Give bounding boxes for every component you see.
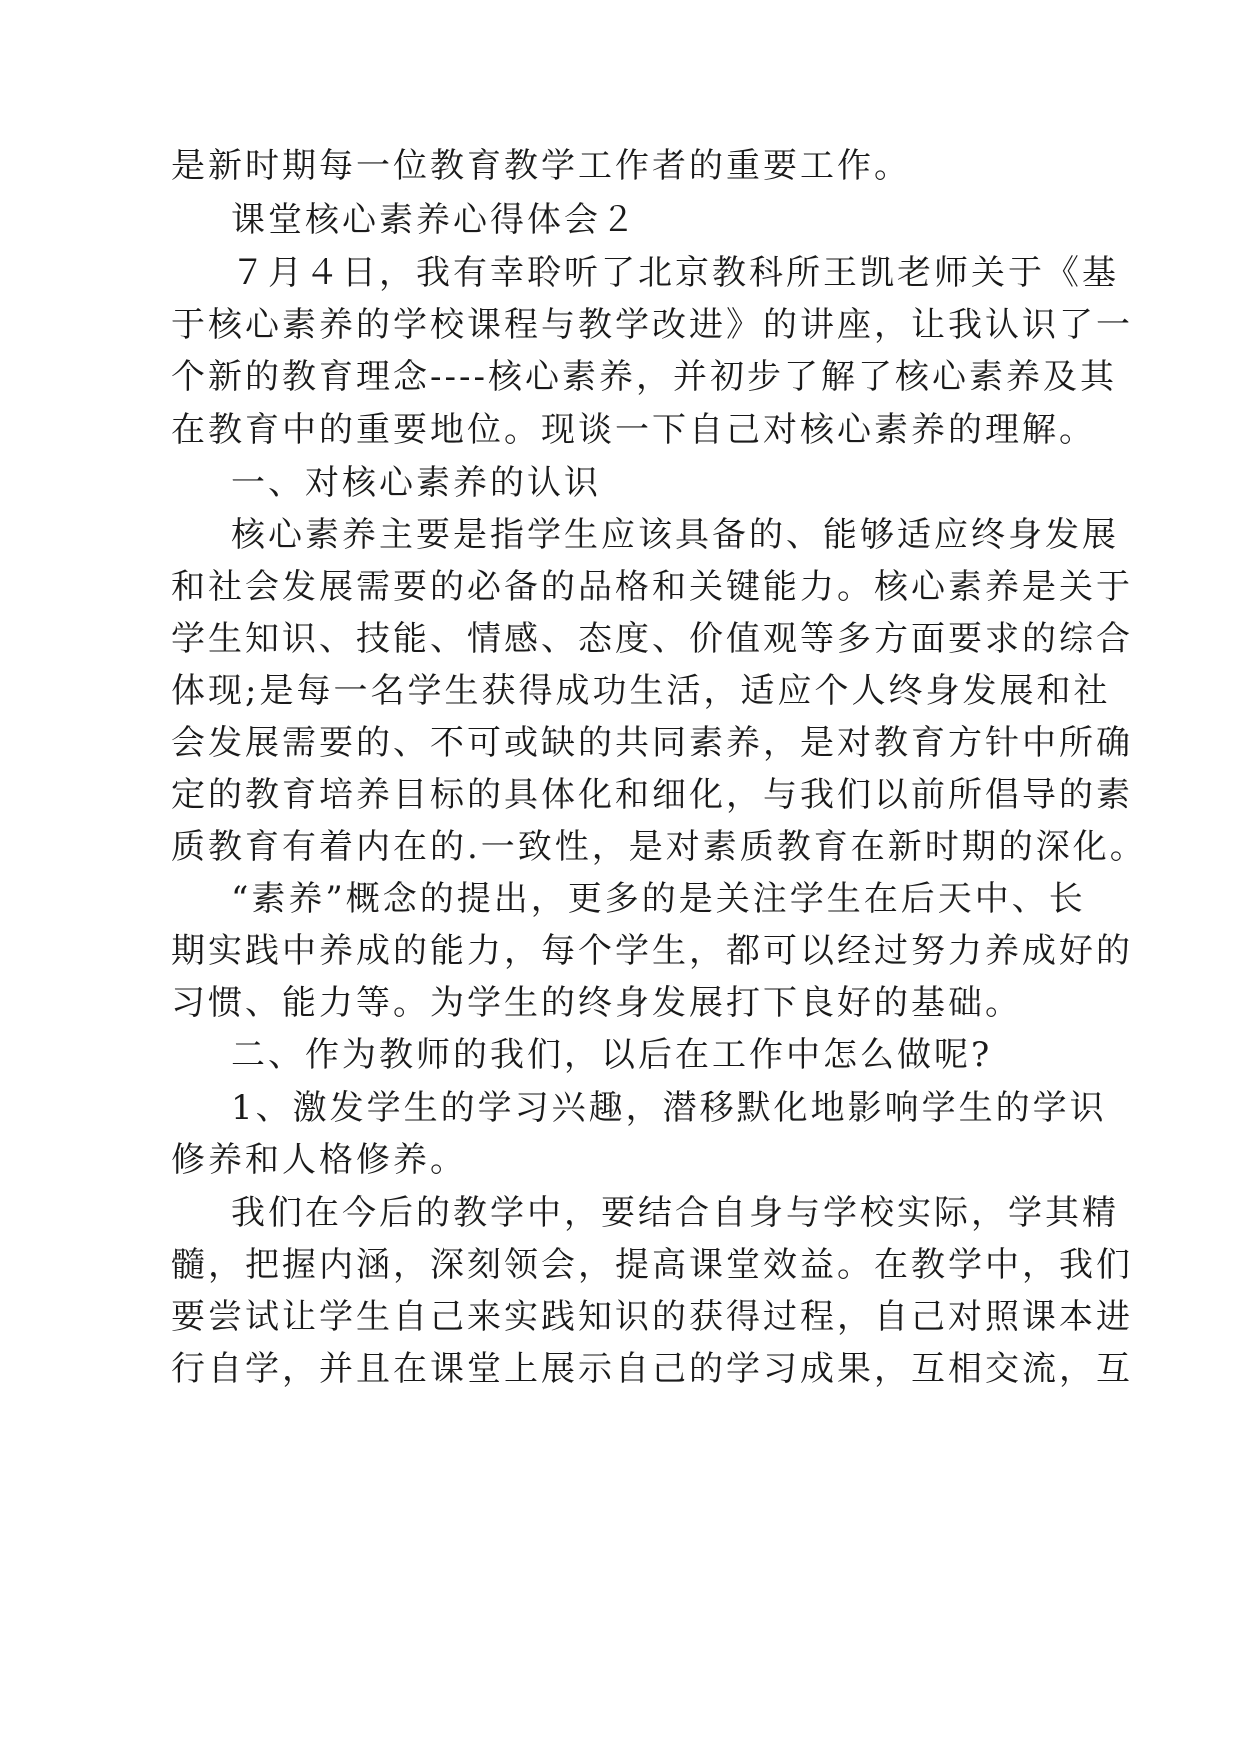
body-text-line: 修养和人格修养。 [171, 1140, 467, 1180]
body-text-line: 和社会发展需要的必备的品格和关键能力。核心素养是关于 [171, 567, 1133, 607]
body-text-line: ７月４日，我有幸聆听了北京教科所王凯老师关于《基 [231, 253, 1119, 293]
subsection-heading: 一、对核心素养的认识 [231, 463, 601, 503]
body-text-line: 是新时期每一位教育教学工作者的重要工作。 [171, 146, 911, 186]
body-text-line: 于核心素养的学校课程与教学改进》的讲座，让我认识了一 [171, 305, 1133, 345]
body-text-line: 个新的教育理念----核心素养，并初步了解了核心素养及其 [171, 357, 1117, 397]
body-text-line: 核心素养主要是指学生应该具备的、能够适应终身发展 [231, 515, 1119, 555]
body-text-line: 我们在今后的教学中，要结合自身与学校实际，学其精 [231, 1193, 1119, 1233]
body-text-line: 质教育有着内在的.一致性，是对素质教育在新时期的深化。 [171, 827, 1147, 867]
body-text-line: 髓，把握内涵，深刻领会，提高课堂效益。在教学中，我们 [171, 1245, 1133, 1285]
body-text-line: 期实践中养成的能力，每个学生，都可以经过努力养成好的 [171, 931, 1133, 971]
subsection-heading: 二、作为教师的我们，以后在工作中怎么做呢? [231, 1035, 993, 1075]
body-text-line: 会发展需要的、不可或缺的共同素养，是对教育方针中所确 [171, 723, 1133, 763]
body-text-line: 学生知识、技能、情感、态度、价值观等多方面要求的综合 [171, 619, 1133, 659]
body-text-line: 1、激发学生的学习兴趣，潜移默化地影响学生的学识 [231, 1088, 1107, 1128]
body-text-line: 习惯、能力等。为学生的终身发展打下良好的基础。 [171, 983, 1022, 1023]
section-heading: 课堂核心素养心得体会２ [231, 200, 638, 240]
body-text-line: 行自学，并且在课堂上展示自己的学习成果，互相交流，互 [171, 1349, 1133, 1389]
body-text-line: 在教育中的重要地位。现谈一下自己对核心素养的理解。 [171, 410, 1096, 450]
body-text-line: 定的教育培养目标的具体化和细化，与我们以前所倡导的素 [171, 775, 1133, 815]
body-text-line: 体现;是每一名学生获得成功生活，适应个人终身发展和社 [171, 671, 1111, 711]
body-text-line: “素养”概念的提出，更多的是关注学生在后天中、长 [231, 879, 1086, 919]
body-text-line: 要尝试让学生自己来实践知识的获得过程，自己对照课本进 [171, 1297, 1133, 1337]
